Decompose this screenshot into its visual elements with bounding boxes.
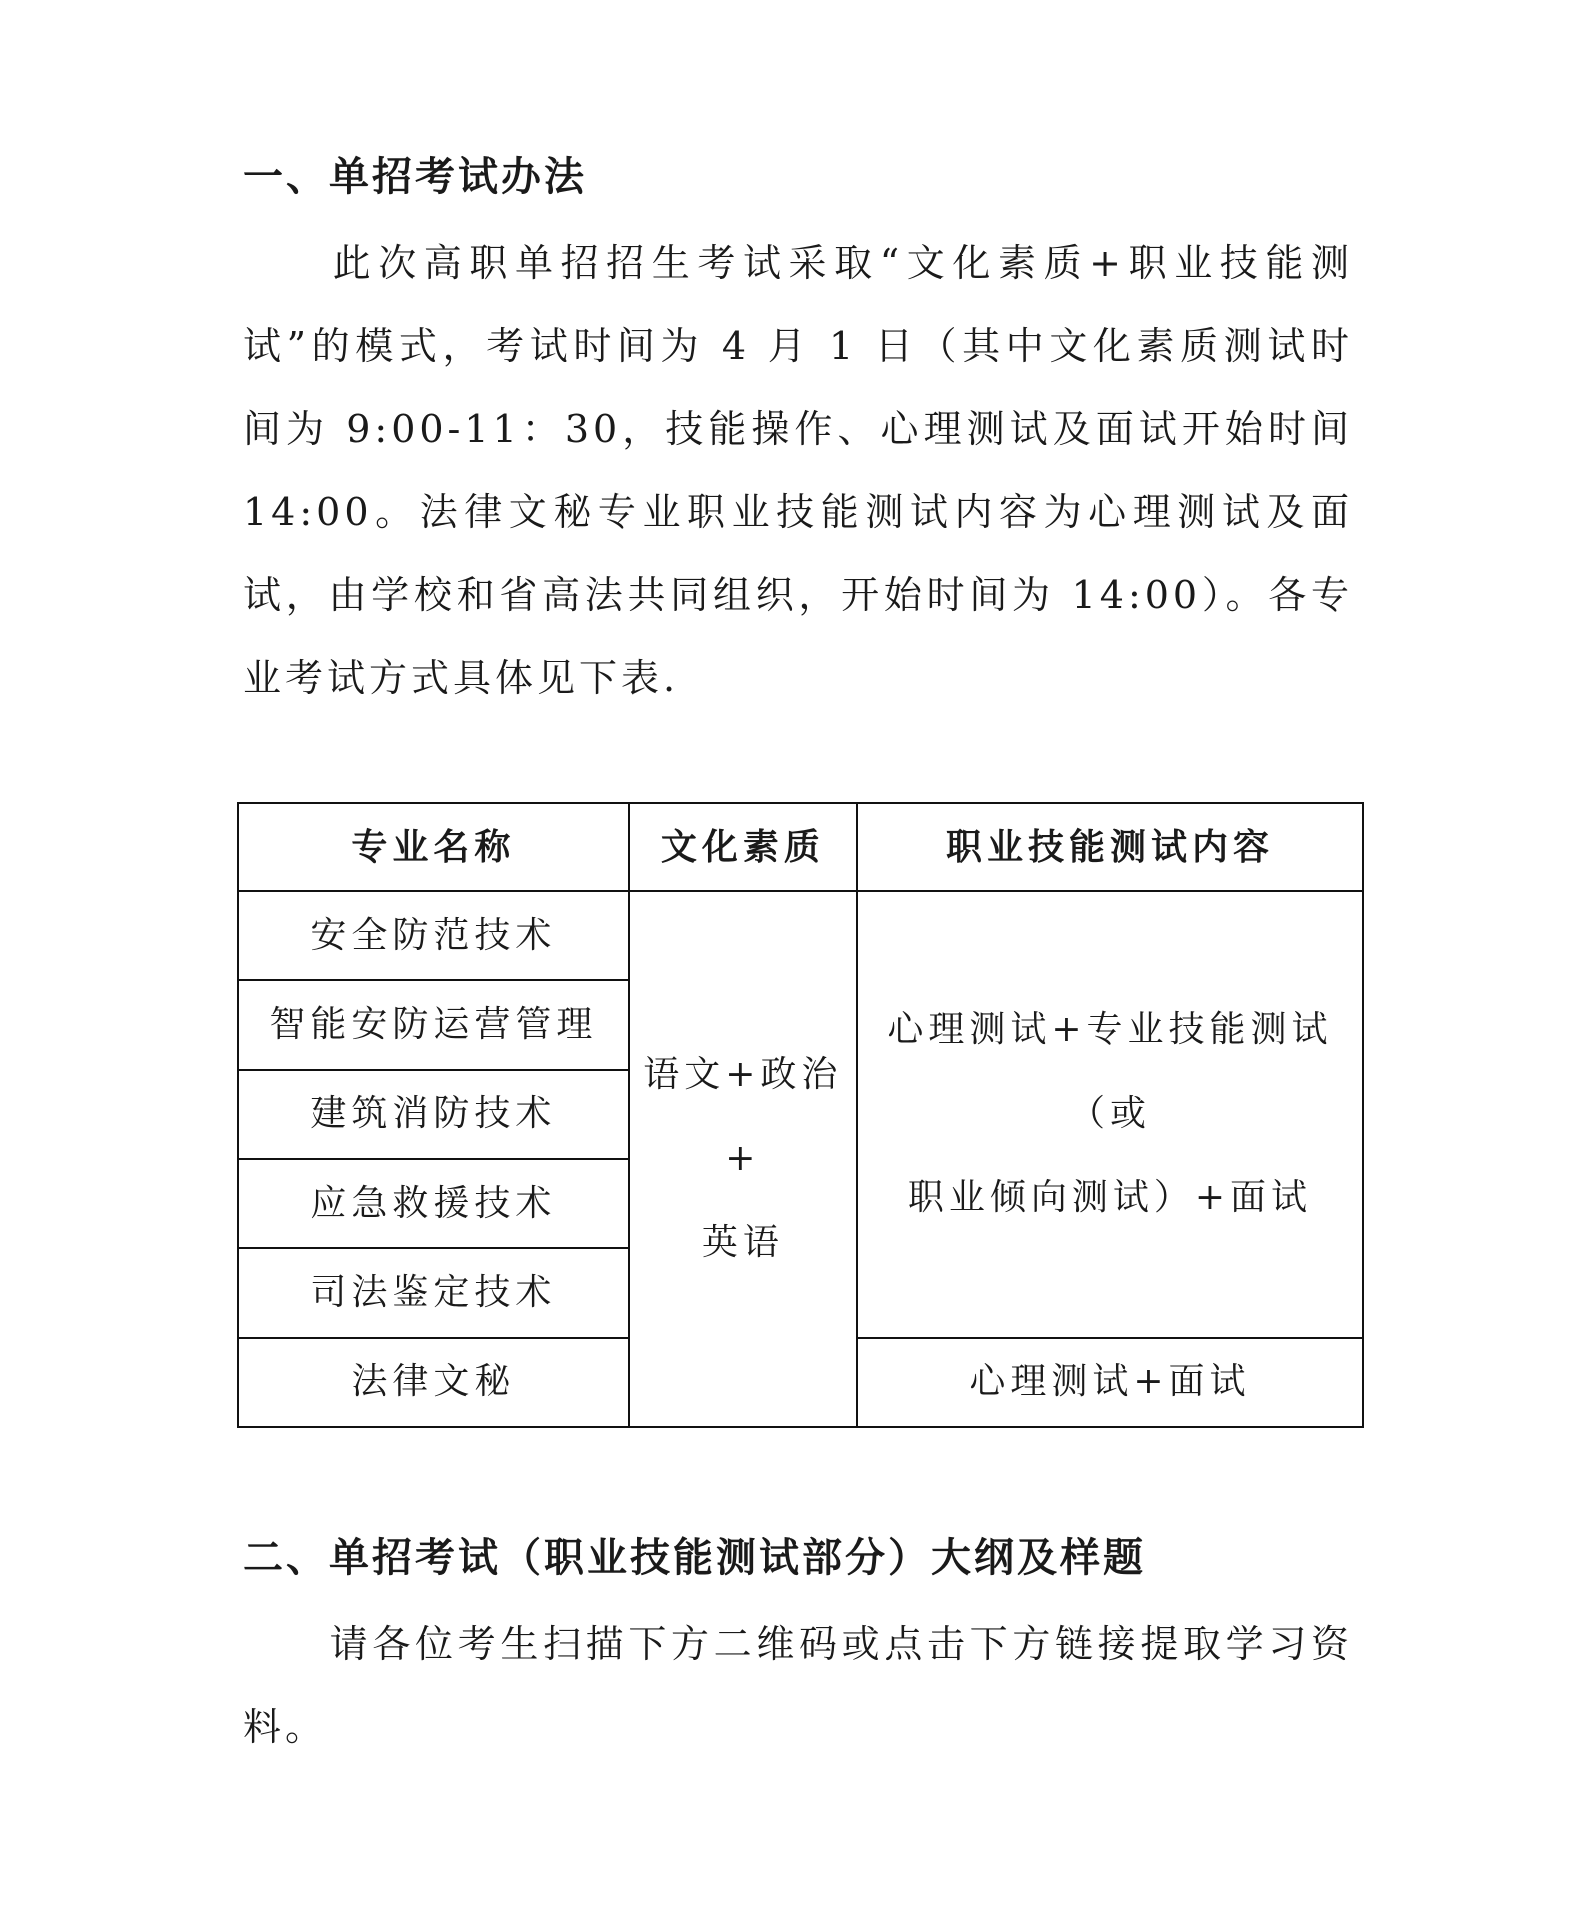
exam-method-paragraph bbox=[243, 222, 1353, 720]
header-culture: 文化素质 bbox=[629, 803, 857, 891]
section-heading-exam-method: 一、单招考试办法 bbox=[243, 153, 587, 200]
table-row bbox=[238, 891, 1363, 980]
major-cell: 智能安防运营管理 bbox=[238, 980, 629, 1069]
exam-method-table bbox=[237, 802, 1364, 1428]
major-cell: 司法鉴定技术 bbox=[238, 1248, 629, 1337]
major-cell: 安全防范技术 bbox=[238, 891, 629, 980]
skill-test-law-cell: 心理测试+面试 bbox=[857, 1338, 1363, 1427]
header-skill-test: 职业技能测试内容 bbox=[857, 803, 1363, 891]
skill-test-line-2: 职业倾向测试）+面试 bbox=[907, 1177, 1313, 1219]
major-cell: 应急救援技术 bbox=[238, 1159, 629, 1248]
major-cell: 建筑消防技术 bbox=[238, 1070, 629, 1159]
skill-test-cell bbox=[857, 891, 1363, 1338]
culture-line-2: 英语 bbox=[701, 1222, 784, 1263]
culture-line-1: 语文+政治+ bbox=[643, 1054, 843, 1179]
exam-method-text: 此次高职单招招生考试采取“文化素质+职业技能测试”的模式，考试时间为 4 月 1 日（其中文化素质测试时间为 9:00-11：30，技能操作、心理测试及面试开始时间 14:00。法律文秘专业职业技能测试内容为心理测试及面试，由学校和省高法共同组织，开始时间为 14:00）。各专业考试方式具体见下表. bbox=[243, 241, 1353, 700]
section-heading-syllabus: 二、单招考试（职业技能测试部分）大纲及样题 bbox=[243, 1534, 1146, 1581]
culture-cell bbox=[629, 891, 857, 1427]
header-major-name: 专业名称 bbox=[238, 803, 629, 891]
syllabus-text: 请各位考生扫描下方二维码或点击下方链接提取学习资料。 bbox=[243, 1622, 1353, 1749]
table-header-row bbox=[238, 803, 1363, 891]
major-cell: 法律文秘 bbox=[238, 1338, 629, 1427]
syllabus-paragraph bbox=[243, 1603, 1353, 1769]
skill-test-line-1: 心理测试+专业技能测试（或 bbox=[887, 1009, 1333, 1135]
